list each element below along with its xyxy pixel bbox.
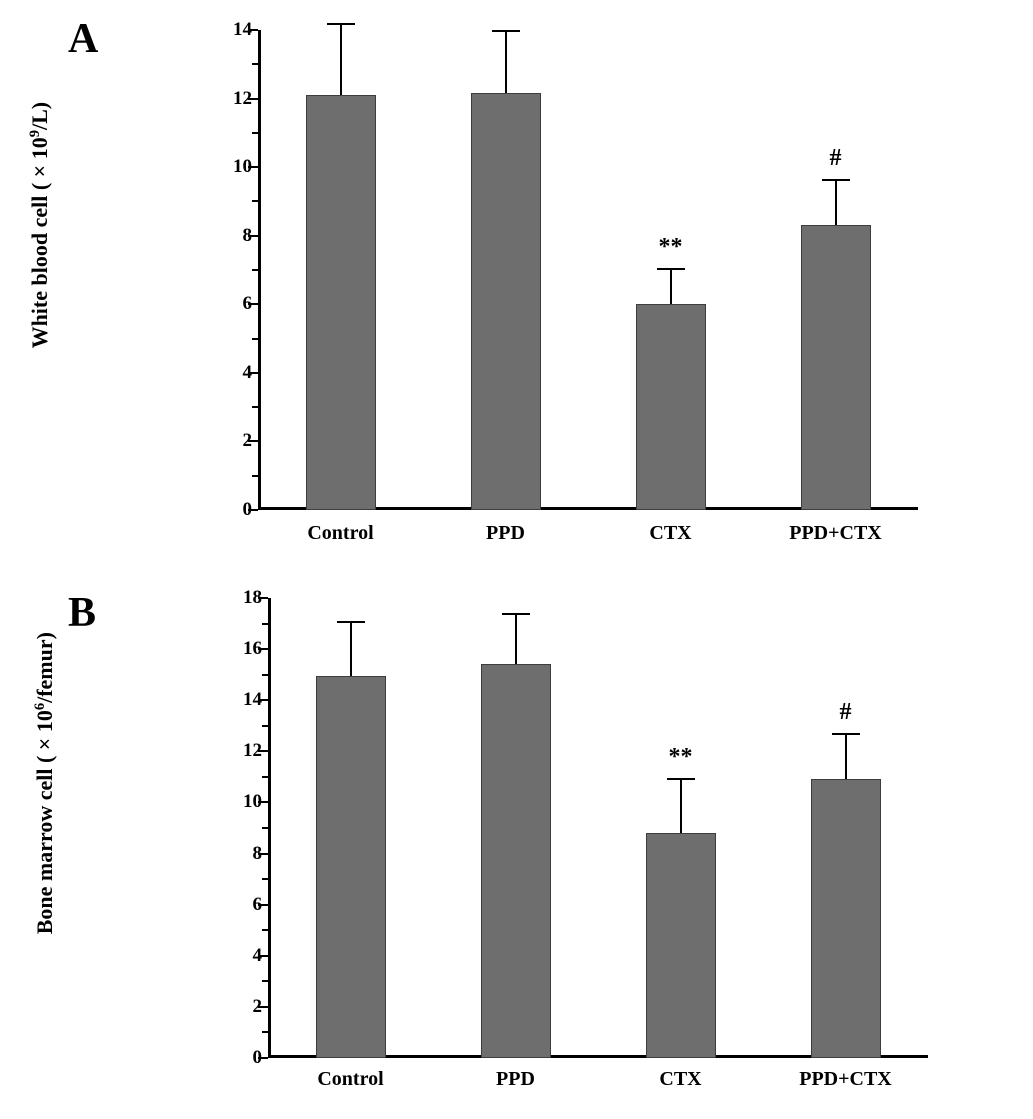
error-bar — [835, 179, 837, 225]
error-bar-cap — [667, 778, 695, 780]
category-label: Control — [307, 522, 374, 544]
category-label: PPD — [496, 1068, 535, 1090]
y-tick-label: 12 — [243, 740, 262, 762]
bar-ppd-ctx — [801, 225, 871, 510]
y-tick-minor — [262, 929, 268, 931]
y-tick-label: 18 — [243, 587, 262, 608]
y-tick-minor — [252, 338, 258, 340]
y-tick-minor — [262, 776, 268, 778]
y-tick-label: 4 — [242, 361, 252, 383]
error-bar-cap — [502, 613, 530, 615]
category-label: Control — [317, 1068, 384, 1090]
significance-marker: # — [839, 699, 852, 726]
y-tick-label: 10 — [233, 156, 252, 178]
error-bar-cap — [822, 179, 850, 181]
y-axis-title-b — [32, 603, 58, 963]
error-bar — [670, 268, 672, 304]
category-label: PPD+CTX — [789, 522, 882, 544]
bar-control — [316, 676, 386, 1058]
error-bar-cap — [492, 30, 520, 32]
y-tick-label: 4 — [252, 944, 262, 966]
y-tick-minor — [262, 725, 268, 727]
y-tick-minor — [252, 63, 258, 65]
category-label: PPD+CTX — [799, 1068, 892, 1090]
error-bar — [350, 621, 352, 676]
significance-marker: # — [829, 145, 842, 172]
y-tick-minor — [262, 1031, 268, 1033]
y-axis-title-a — [27, 60, 53, 390]
y-tick-minor — [252, 406, 258, 408]
bar-control — [306, 95, 376, 510]
error-bar — [845, 733, 847, 779]
plot-area-b — [243, 587, 928, 1068]
plot-area-a — [233, 19, 918, 520]
y-axis-title-b-suffix: /femur) — [32, 632, 58, 703]
y-tick-label: 12 — [233, 87, 252, 109]
y-tick-minor — [252, 269, 258, 271]
y-tick-minor — [262, 623, 268, 625]
chart-panel-b — [0, 570, 1033, 1119]
bar-ppd — [471, 93, 541, 510]
y-tick-label: 0 — [242, 499, 252, 520]
y-tick-minor — [252, 132, 258, 134]
significance-marker: ** — [658, 234, 683, 261]
category-label: CTX — [649, 522, 692, 544]
y-axis-title-a-exponent: 9 — [26, 130, 43, 138]
y-tick-label: 6 — [242, 293, 252, 315]
y-tick-minor — [262, 878, 268, 880]
y-axis-b — [268, 598, 271, 1058]
y-axis-title-a-prefix: White blood cell ( × 10 — [27, 137, 53, 349]
y-axis-title-b-prefix: Bone marrow cell ( × 10 — [32, 710, 58, 935]
y-tick-label: 14 — [233, 19, 252, 40]
significance-marker: ** — [668, 744, 693, 771]
panel-letter-a: A — [68, 16, 99, 62]
error-bar — [680, 778, 682, 833]
error-bar-cap — [657, 268, 685, 270]
y-tick-label: 8 — [252, 842, 262, 864]
y-tick-label: 0 — [252, 1047, 262, 1068]
y-tick-label: 16 — [243, 638, 262, 660]
y-tick-label: 14 — [243, 689, 262, 711]
y-tick-label: 10 — [243, 791, 262, 813]
error-bar-cap — [337, 621, 365, 623]
y-tick-label: 2 — [242, 430, 252, 452]
y-tick-label: 6 — [252, 893, 262, 915]
y-tick-minor — [262, 980, 268, 982]
y-tick-label: 8 — [242, 224, 252, 246]
y-tick-label: 2 — [252, 995, 262, 1017]
error-bar-cap — [832, 733, 860, 735]
y-axis-title-a-suffix: /L) — [27, 101, 53, 131]
y-tick-minor — [262, 827, 268, 829]
error-bar — [515, 613, 517, 664]
bar-ctx — [646, 833, 716, 1058]
y-tick-minor — [252, 475, 258, 477]
y-tick-minor — [262, 674, 268, 676]
panel-letter-b: B — [68, 590, 97, 636]
error-bar — [340, 23, 342, 95]
category-label: CTX — [659, 1068, 702, 1090]
bar-ppd — [481, 664, 551, 1058]
y-tick-minor — [252, 200, 258, 202]
bar-ctx — [636, 304, 706, 510]
y-axis-a — [258, 30, 261, 510]
bar-ppd-ctx — [811, 779, 881, 1058]
error-bar — [505, 30, 507, 93]
category-label: PPD — [486, 522, 525, 544]
error-bar-cap — [327, 23, 355, 25]
y-axis-title-b-exponent: 6 — [31, 702, 48, 711]
